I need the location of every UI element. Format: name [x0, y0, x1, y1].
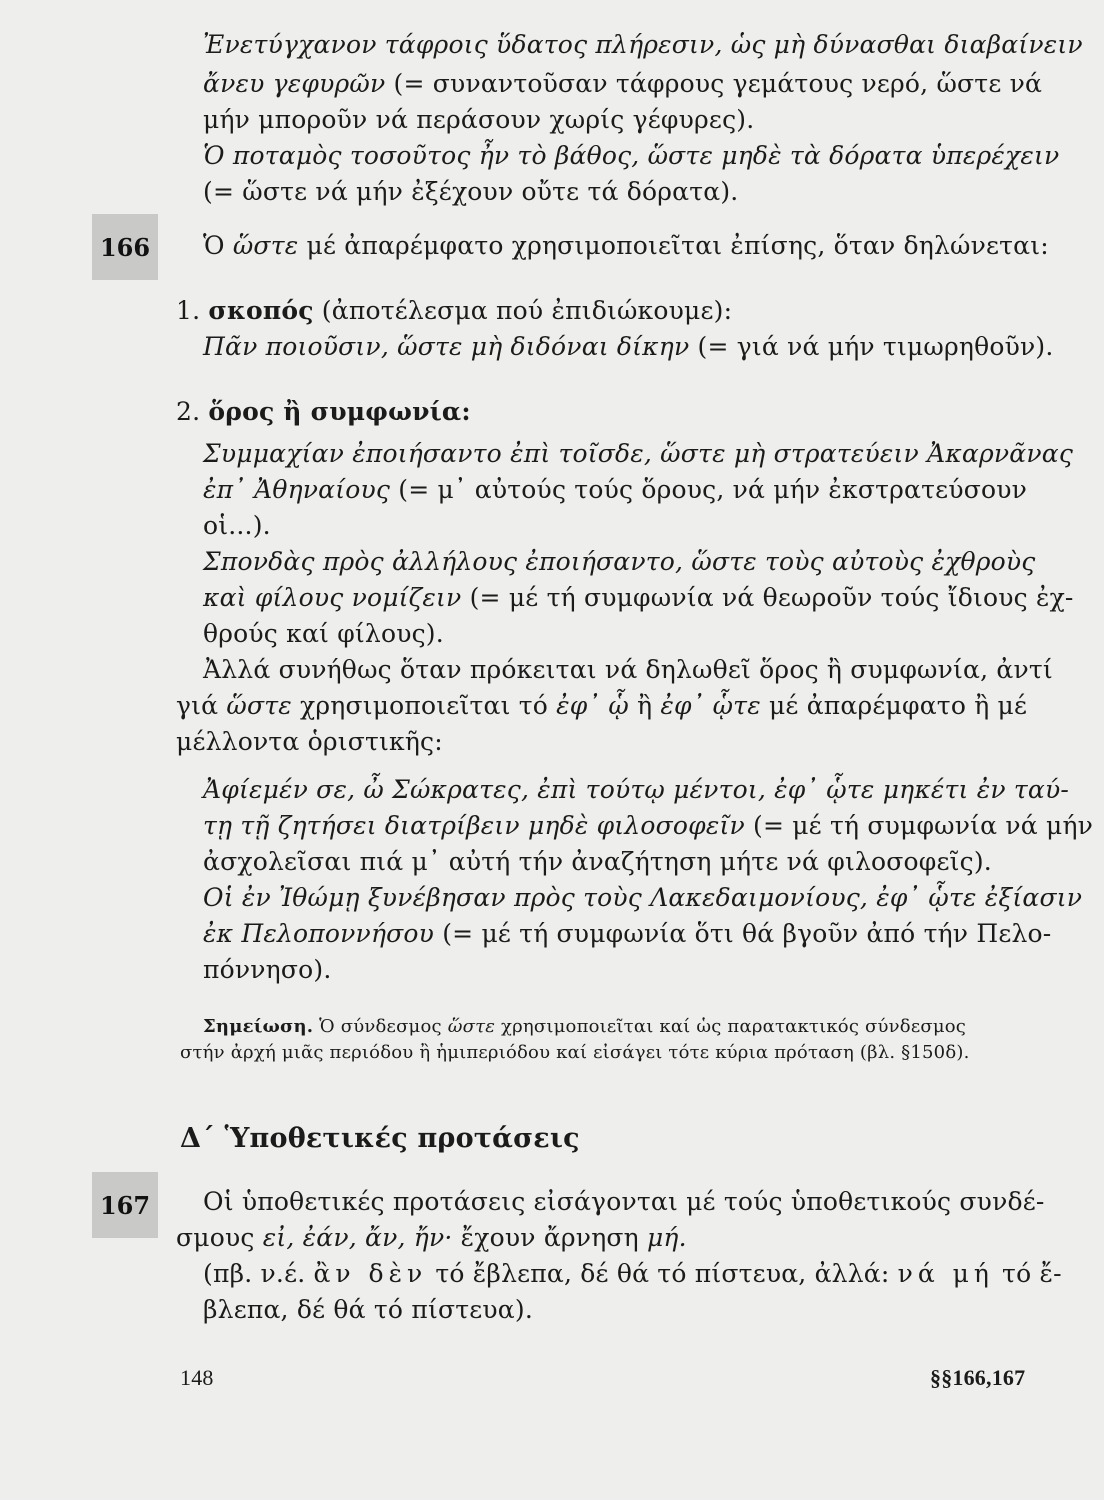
page-number: 148 [180, 1365, 214, 1390]
section-reference: §§166,167 [930, 1365, 1026, 1390]
text-line: ἐπ᾿ Ἀθηναίους (= μ᾿ αὐτούς τούς ὅρους, νά μήν ἐκστρατεύσουν [203, 475, 1028, 504]
list-item-purpose: 1. σκοπός (ἀποτέλεσμα πού ἐπιδιώκουμε): [176, 296, 733, 325]
text-line: σμους εἰ, ἐάν, ἄν, ἤν· ἔχουν ἄρνηση μή. [176, 1223, 687, 1252]
list-item-condition: 2. ὅρος ἢ συμφωνία: [176, 397, 471, 426]
text-line: Ὁ ποταμὸς τοσοῦτος ἦν τὸ βάθος, ὥστε μηδὲ τὰ δόρατα ὑπερέχειν [203, 141, 1060, 170]
text-line: γιά ὥστε χρησιμοποιεῖται τό ἐφ᾿ ᾧ ἢ ἐφ᾿ ᾧτε μέ ἀπαρέμφατο ἢ μέ [176, 691, 1028, 720]
text-line: (πβ. ν.έ. ἂν δὲν τό ἔβλεπα, δέ θά τό πίστευα, ἀλλά: νά μή τό ἔ- [203, 1259, 1062, 1288]
text-line: τῃ τῇ ζητήσει διατρίβειν μηδὲ φιλοσοφεῖν (= μέ τή συμφωνία νά μήν [203, 811, 1094, 840]
text-line: καὶ φίλους νομίζειν (= μέ τή συμφωνία νά θεωροῦν τούς ἴδιους ἐχ- [203, 583, 1074, 612]
text-line: ἐκ Πελοποννήσου (= μέ τή συμφωνία ὅτι θά βγοῦν ἀπό τήν Πελο- [203, 919, 1052, 948]
text-line: Συμμαχίαν ἐποιήσαντο ἐπὶ τοῖσδε, ὥστε μὴ στρατεύειν Ἀκαρνᾶνας [203, 439, 1074, 468]
text-line: πόννησο). [203, 955, 332, 984]
note-line: στήν ἀρχή μιᾶς περιόδου ἢ ἡμιπεριόδου καί εἰσάγει τότε κύρια πρόταση (βλ. §150δ). [180, 1042, 970, 1063]
text-line: Πᾶν ποιοῦσιν, ὥστε μὴ διδόναι δίκην (= γιά νά μήν τιμωρηθοῦν). [203, 332, 1054, 361]
section-number-166: 166 [92, 214, 158, 280]
text-line: Σπονδὰς πρὸς ἀλλήλους ἐποιήσαντο, ὥστε τοὺς αὐτοὺς ἐχθροὺς [203, 547, 1036, 576]
text-line: μέλλοντα ὁριστικῆς: [176, 727, 443, 756]
text-line: οἱ...). [203, 511, 271, 540]
text-line: Ἐνετύγχανον τάφροις ὕδατος πλήρεσιν, ὡς μὴ δύνασθαι διαβαίνειν [203, 30, 1083, 59]
note-line: Σημείωση. Ὁ σύνδεσμος ὥστε χρησιμοποιεῖται καί ὡς παρατακτικός σύνδεσμος [203, 1016, 967, 1037]
text-line: θρούς καί φίλους). [203, 619, 444, 648]
text-line: Ὁ ὥστε μέ ἀπαρέμφατο χρησιμοποιεῖται ἐπίσης, ὅταν δηλώνεται: [203, 231, 1049, 260]
section-heading: Δ΄ Ὑποθετικές προτάσεις [180, 1123, 580, 1154]
text-line: μήν μποροῦν νά περάσουν χωρίς γέφυρες). [203, 105, 755, 134]
text-line: Οἱ ἐν Ἰθώμῃ ξυνέβησαν πρὸς τοὺς Λακεδαιμονίους, ἐφ᾿ ᾧτε ἐξίασιν [203, 883, 1083, 912]
section-number-167: 167 [92, 1172, 158, 1238]
text-line: (= ὥστε νά μήν ἐξέχουν οὔτε τά δόρατα). [203, 177, 739, 206]
text-line: Ἀλλά συνήθως ὅταν πρόκειται νά δηλωθεῖ ὅρος ἢ συμφωνία, ἀντί [203, 655, 1053, 684]
text-line: ἀσχολεῖσαι πιά μ᾿ αὐτή τήν ἀναζήτηση μήτε νά φιλοσοφεῖς). [203, 847, 992, 876]
text-line: Οἱ ὑποθετικές προτάσεις εἰσάγονται μέ τούς ὑποθετικούς συνδέ- [203, 1187, 1045, 1216]
text-line: Ἀφίεμέν σε, ὦ Σώκρατες, ἐπὶ τούτῳ μέντοι, ἐφ᾿ ᾧτε μηκέτι ἐν ταύ- [203, 775, 1070, 804]
text-line: ἄνευ γεφυρῶν (= συναντοῦσαν τάφρους γεμάτους νερό, ὥστε νά [203, 69, 1043, 98]
text-line: βλεπα, δέ θά τό πίστευα). [203, 1295, 533, 1324]
